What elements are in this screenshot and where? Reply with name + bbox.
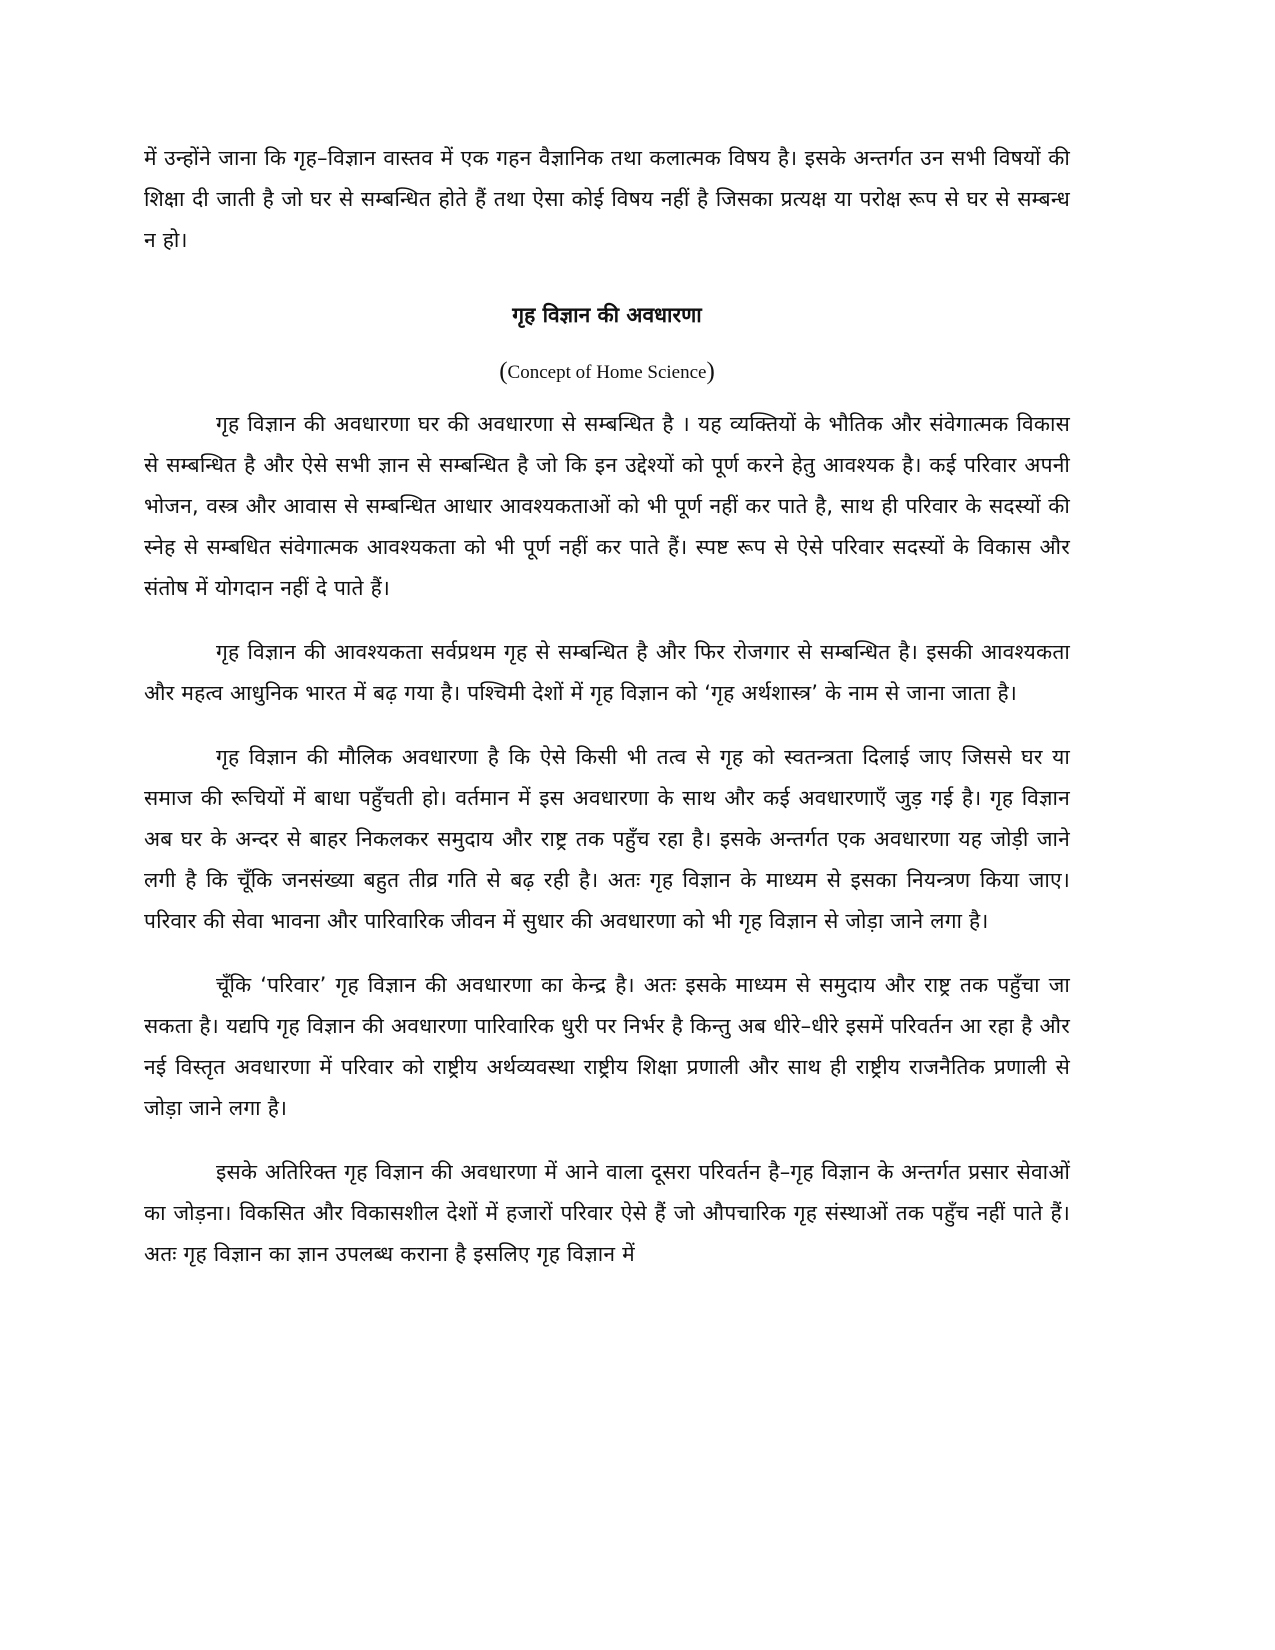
body-paragraph: गृह विज्ञान की अवधारणा घर की अवधारणा से सम्बन्धित है । यह व्यक्तियों के भौतिक और संवेगात्मक विकास से सम्बन्धित है और ऐसे सभी ज्ञान से सम्बन्धित है जो कि इन उद्देश्यों को पूर्ण करने हेतु आवश्यक है। कई परिवार अपनी भोजन, वस्त्र और आवास से सम्बन्धित आधार आवश्यकताओं को भी पूर्ण नहीं कर पाते है, साथ ही परिवार के सदस्यों की स्नेह से सम्बधित संवेगात्मक आवश्यकता को भी पूर्ण नहीं कर पाते हैं। स्पष्ट रूप से ऐसे परिवार सदस्यों के विकास और संतोष में योगदान नहीं दे पाते हैं।: [144, 412, 1070, 600]
subtitle-close-paren: ): [706, 358, 715, 385]
body-paragraph: इसके अतिरिक्त गृह विज्ञान की अवधारणा में आने वाला दूसरा परिवर्तन है–गृह विज्ञान के अन्तर्गत प्रसार सेवाओं का जोड़ना। विकसित और विकासशील देशों में हजारों परिवार ऐसे हैं जो औपचारिक गृह संस्थाओं तक पहुँच नहीं पाते हैं। अतः गृह विज्ञान का ज्ञान उपलब्ध कराना है इसलिए गृह विज्ञान में: [144, 1160, 1070, 1266]
body-paragraph: गृह विज्ञान की आवश्यकता सर्वप्रथम गृह से सम्बन्धित है और फिर रोजगार से सम्बन्धित है। इसकी आवश्यकता और महत्व आधुनिक भारत में बढ़ गया है। पश्चिमी देशों में गृह विज्ञान को ‘गृह अर्थशास्त्र’ के नाम से जाना जाता है।: [144, 640, 1070, 705]
intro-paragraph: में उन्होंने जाना कि गृह–विज्ञान वास्तव में एक गहन वैज्ञानिक तथा कलात्मक विषय है। इसके अन्तर्गत उन सभी विषयों की शिक्षा दी जाती है जो घर से सम्बन्धित होते हैं तथा ऐसा कोई विषय नहीं है जिसका प्रत्यक्ष या परोक्ष रूप से घर से सम्बन्ध न हो।: [144, 146, 1070, 252]
section-title: गृह विज्ञान की अवधारणा: [512, 303, 702, 327]
body-paragraph: गृह विज्ञान की मौलिक अवधारणा है कि ऐसे किसी भी तत्व से गृह को स्वतन्त्रता दिलाई जाए जिससे घर या समाज की रूचियों में बाधा पहुँचती हो। वर्तमान में इस अवधारणा के साथ और कई अवधारणाऍं जुड़ गई है। गृह विज्ञान अब घर के अन्दर से बाहर निकलकर समुदाय और राष्ट्र तक पहुँच रहा है। इसके अन्तर्गत एक अवधारणा यह जोड़ी जाने लगी है कि चूँकि जनसंख्या बहुत तीव्र गति से बढ़ रही है। अतः गृह विज्ञान के माध्यम से इसका नियन्त्रण किया जाए। परिवार की सेवा भावना और पारिवारिक जीवन में सुधार की अवधारणा को भी गृह विज्ञान से जोड़ा जाने लगा है।: [144, 745, 1070, 933]
body-paragraph: चूँकि ‘परिवार’ गृह विज्ञान की अवधारणा का केन्द्र है। अतः इसके माध्यम से समुदाय और राष्ट्र तक पहुँचा जा सकता है। यद्यपि गृह विज्ञान की अवधारणा पारिवारिक धुरी पर निर्भर है किन्तु अब धीरे–धीरे इसमें परिवर्तन आ रहा है और नई विस्तृत अवधारणा में परिवार को राष्ट्रीय अर्थव्यवस्था राष्ट्रीय शिक्षा प्रणाली और साथ ही राष्ट्रीय राजनैतिक प्रणाली से जोड़ा जाने लगा है।: [144, 973, 1070, 1120]
section-subtitle-line: [144, 355, 1070, 390]
subtitle-open-paren: (: [499, 358, 508, 385]
section-subtitle: Concept of Home Science: [507, 362, 707, 383]
document-page: [144, 138, 1070, 1275]
